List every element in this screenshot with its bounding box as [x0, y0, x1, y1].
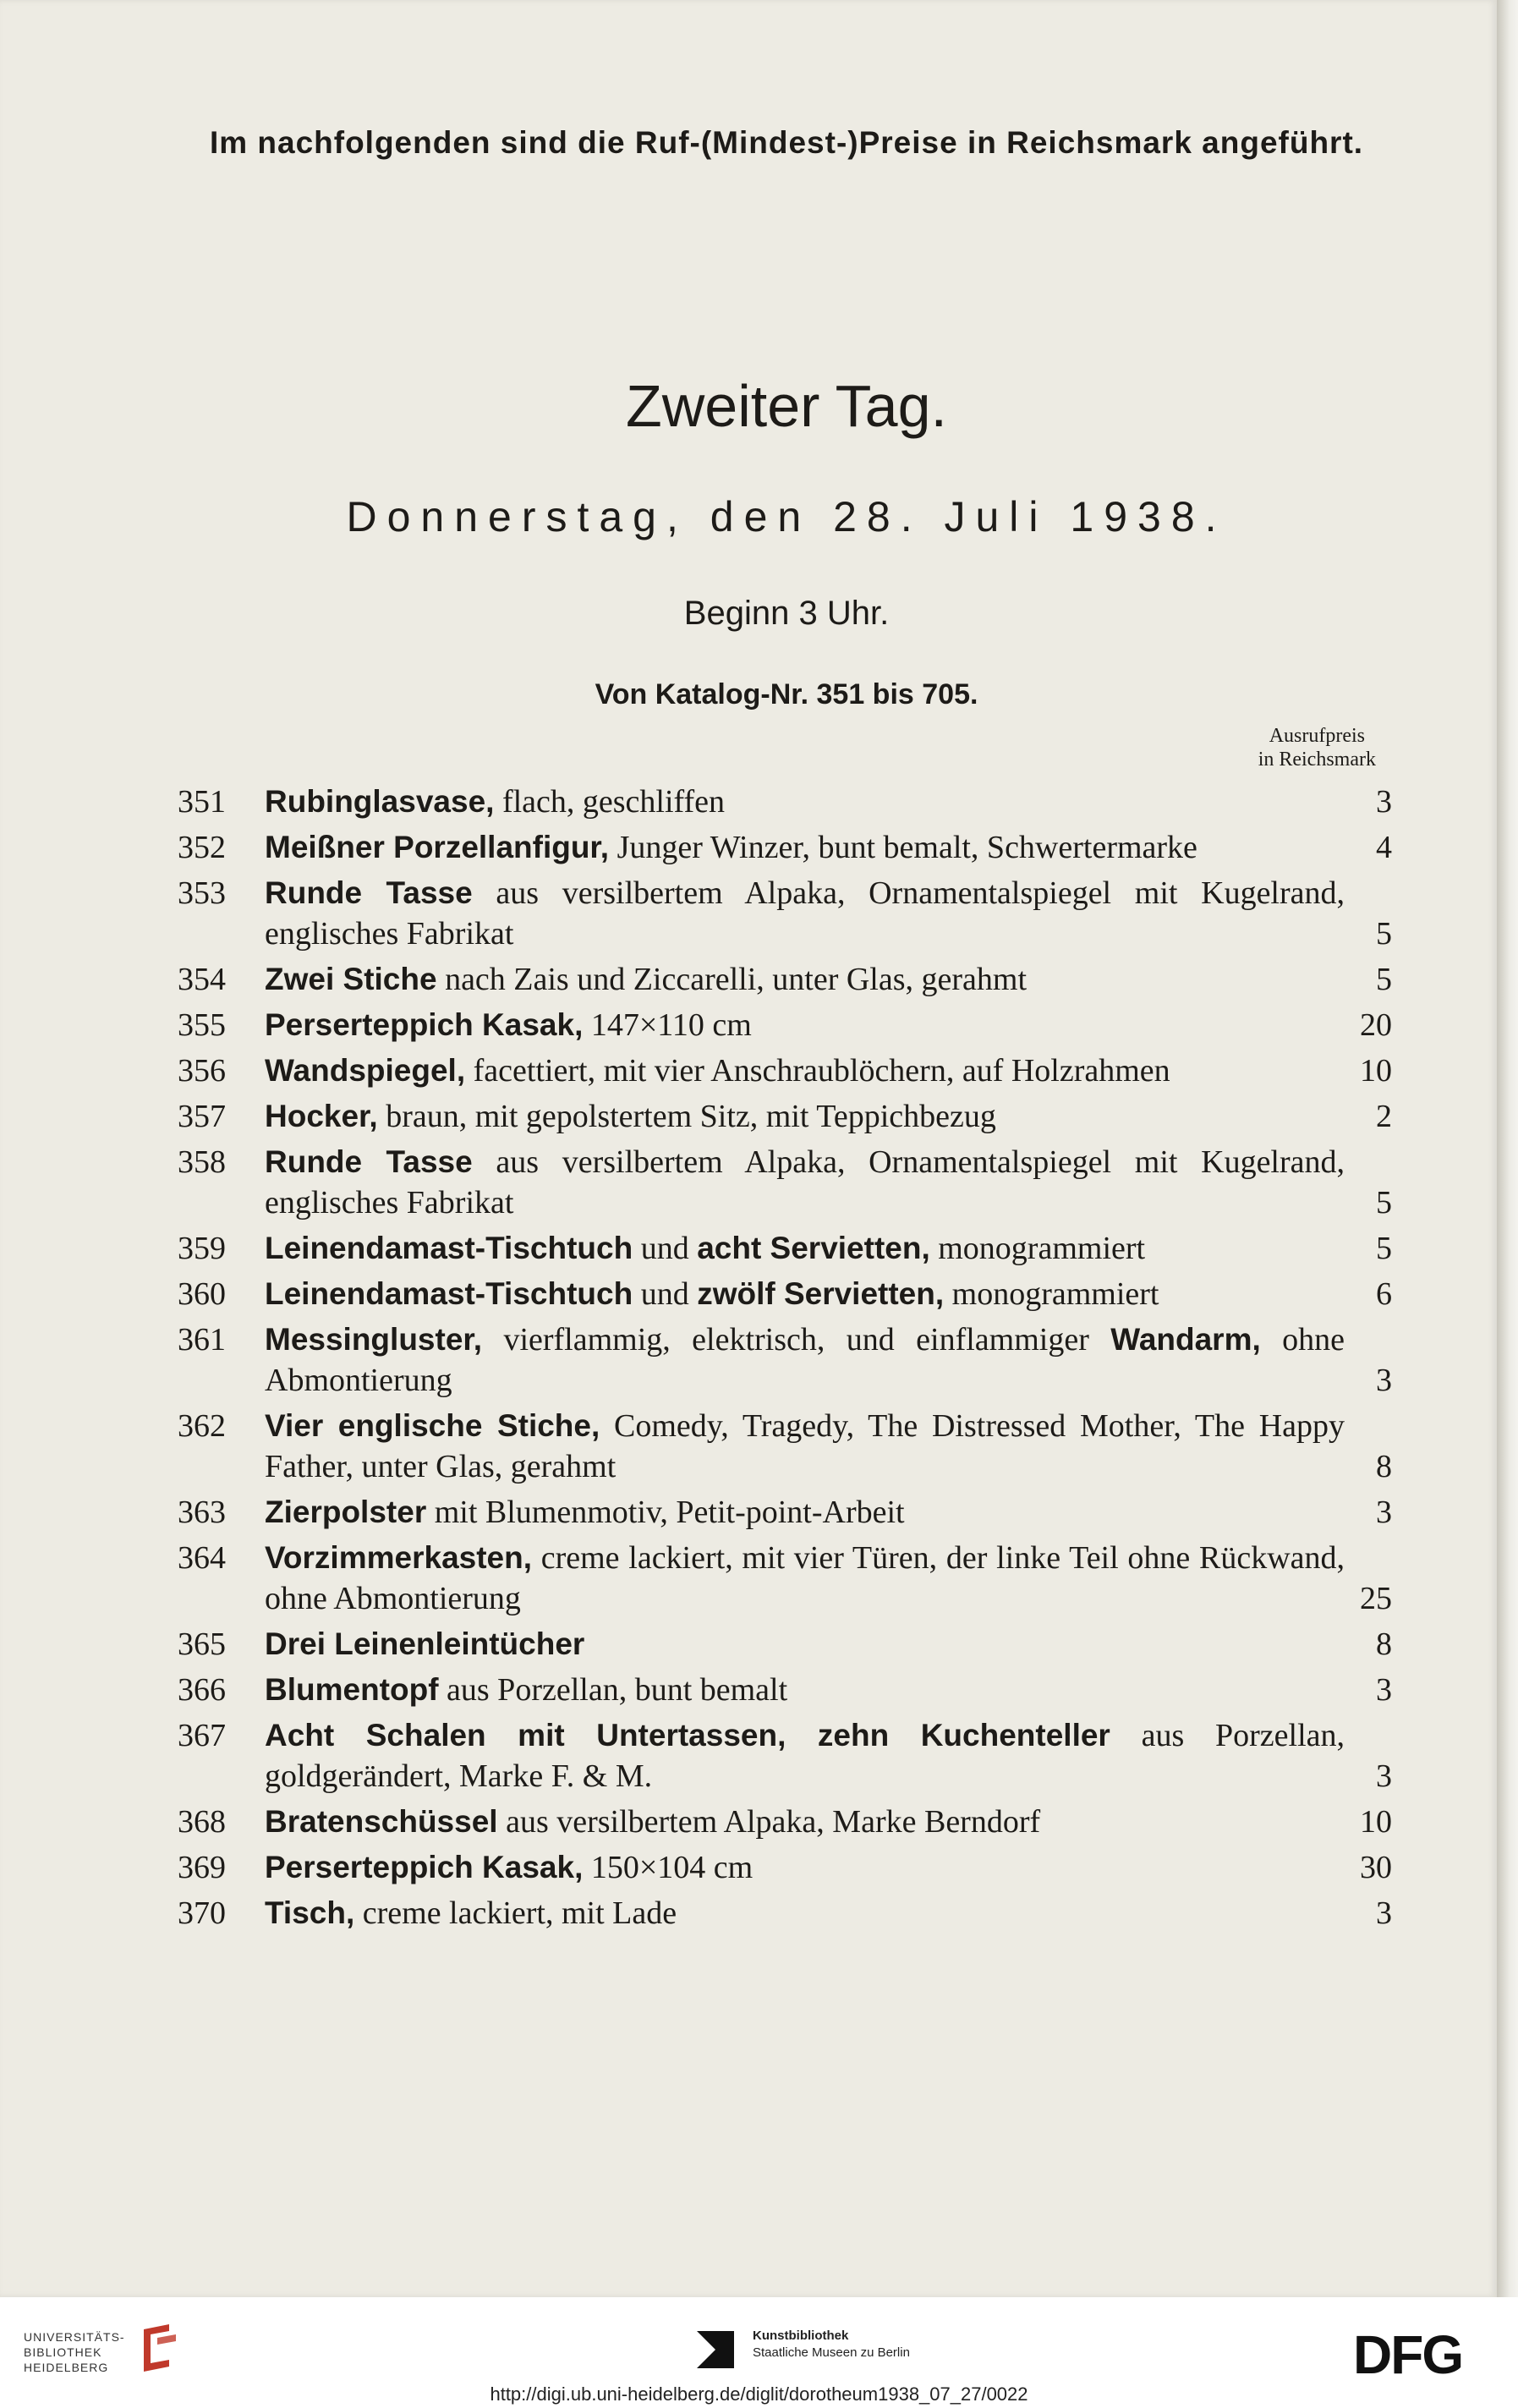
lot-detail: vierflammig, elektrisch, und einflammiger: [503, 1322, 1089, 1358]
lot-row: [0, 827, 1497, 868]
uni-library-label: [24, 2329, 125, 2375]
lot-price: 5: [1376, 916, 1392, 952]
price-notice: Im nachfolgenden sind die Ruf-(Mindest-)Preise in Reichsmark angeführt.: [209, 125, 1364, 160]
lot-title: Drei Leinenleintücher: [265, 1626, 585, 1661]
lot-detail: monogrammiert: [951, 1276, 1159, 1312]
lot-number: 362: [178, 1408, 226, 1444]
footer-bar: [0, 2297, 1518, 2408]
lot-row: [0, 1096, 1497, 1137]
lot-detail: nach Zais und Ziccarelli, unter Glas, gerahmt: [445, 962, 1028, 997]
lot-number: 352: [178, 830, 226, 865]
lot-row: [0, 1492, 1497, 1533]
kunstbibliothek-sub: Staatliche Museen zu Berlin: [753, 2345, 910, 2360]
lot-title: Perserteppich Kasak,: [265, 1850, 584, 1884]
lot-number: 360: [178, 1276, 226, 1312]
lot-number: 356: [178, 1053, 226, 1089]
lot-number: 355: [178, 1007, 226, 1043]
lot-title: Rubinglasvase,: [265, 784, 495, 819]
lot-detail: aus Porzellan, goldgerändert, Marke F. & M.: [265, 1718, 1345, 1794]
lot-description: [265, 1319, 1345, 1401]
lot-title: Leinendamast-Tischtuch: [265, 1276, 633, 1311]
lot-description: [265, 827, 1345, 868]
lot-price: 30: [1360, 1850, 1392, 1885]
kunstbibliothek-logo-icon: [693, 2326, 737, 2373]
lot-price: 5: [1376, 962, 1392, 997]
lot-detail: monogrammiert: [938, 1231, 1146, 1266]
lot-number: 370: [178, 1895, 226, 1931]
uni-line-1: UNIVERSITÄTS-: [24, 2330, 125, 2344]
lot-number: 357: [178, 1099, 226, 1134]
lot-title: Vier englische Stiche,: [265, 1408, 600, 1443]
lot-title: Wandspiegel,: [265, 1053, 466, 1088]
lot-description: [265, 1406, 1345, 1487]
lot-row: [0, 1538, 1497, 1619]
lot-detail: facettiert, mit vier Anschraublöchern, auf Holzrahmen: [473, 1053, 1170, 1089]
lot-title: Blumentopf: [265, 1672, 439, 1707]
lot-title: Tisch,: [265, 1895, 355, 1930]
source-url[interactable]: http://digi.ub.uni-heidelberg.de/diglit/dorotheum1938_07_27/0022: [490, 2383, 1028, 2405]
lot-title: Bratenschüssel: [265, 1804, 498, 1839]
lot-description: [265, 959, 1345, 1000]
lot-number: 365: [178, 1626, 226, 1662]
lot-number: 353: [178, 875, 226, 911]
lot-row: [0, 959, 1497, 1000]
start-time: Beginn 3 Uhr.: [683, 595, 890, 632]
kunstbibliothek-name: Kunstbibliothek: [753, 2328, 849, 2343]
lot-detail: creme lackiert, mit Lade: [362, 1895, 677, 1931]
lot-title: Runde Tasse: [265, 875, 473, 910]
dfg-logo: DFG: [1353, 2324, 1463, 2385]
lot-title: Wandarm,: [1110, 1322, 1261, 1357]
price-column-header-line1: Ausrufpreis: [1269, 725, 1365, 747]
uni-line-3: HEIDELBERG: [24, 2361, 109, 2374]
lot-description: [265, 1274, 1345, 1314]
day-title: Zweiter Tag.: [626, 373, 947, 439]
lot-price: 10: [1360, 1053, 1392, 1089]
lot-price: 8: [1376, 1449, 1392, 1484]
lot-title: Zierpolster: [265, 1495, 427, 1529]
lot-number: 363: [178, 1495, 226, 1530]
lot-description: [265, 1847, 1345, 1888]
lot-price: 20: [1360, 1007, 1392, 1043]
lot-price: 6: [1376, 1276, 1392, 1312]
price-column-header: [1258, 724, 1376, 771]
lot-detail: aus Porzellan, bunt bemalt: [447, 1672, 788, 1708]
page-edge: [1497, 0, 1518, 2297]
lot-description: [265, 1624, 1345, 1665]
lot-description: [265, 782, 1345, 822]
lot-title: Vorzimmerkasten,: [265, 1540, 532, 1575]
lot-title: zwölf Servietten,: [697, 1276, 945, 1311]
lot-description: [265, 1050, 1345, 1091]
lot-price: 10: [1360, 1804, 1392, 1840]
lot-price: 3: [1376, 1495, 1392, 1530]
lot-price: 3: [1376, 1363, 1392, 1398]
lot-detail: aus versilbertem Alpaka, Ornamentalspiegel mit Kugelrand, englisches Fabrikat: [265, 875, 1345, 952]
lot-detail: aus versilbertem Alpaka, Ornamentalspiegel mit Kugelrand, englisches Fabrikat: [265, 1144, 1345, 1220]
lot-title: Perserteppich Kasak,: [265, 1007, 584, 1042]
lot-number: 364: [178, 1540, 226, 1576]
lot-number: 351: [178, 784, 226, 820]
lot-price: 4: [1376, 830, 1392, 865]
kunstbibliothek-label: [753, 2328, 910, 2361]
lot-description: [265, 1228, 1345, 1269]
uni-logo-icon: [135, 2323, 183, 2373]
lot-row: [0, 1893, 1497, 1934]
lot-number: 358: [178, 1144, 226, 1180]
lot-price: 5: [1376, 1185, 1392, 1220]
lot-row: [0, 1319, 1497, 1401]
lot-detail: braun, mit gepolstertem Sitz, mit Teppichbezug: [386, 1099, 996, 1134]
lot-title: acht Servietten,: [697, 1231, 930, 1265]
lot-row: [0, 1142, 1497, 1223]
lot-price: 5: [1376, 1231, 1392, 1266]
lot-title: Leinendamast-Tischtuch: [265, 1231, 633, 1265]
lot-detail: creme lackiert, mit vier Türen, der linke Teil ohne Rückwand, ohne Abmontierung: [265, 1540, 1345, 1616]
lot-detail: mit Blumenmotiv, Petit-point-Arbeit: [434, 1495, 905, 1530]
lot-row: [0, 1847, 1497, 1888]
lot-row: [0, 1274, 1497, 1314]
lot-price: 3: [1376, 1758, 1392, 1794]
lot-row: [0, 1050, 1497, 1091]
uni-line-2: BIBLIOTHEK: [24, 2345, 102, 2359]
lot-description: [265, 1715, 1345, 1796]
lot-description: [265, 1670, 1345, 1710]
lot-row: [0, 1624, 1497, 1665]
lot-title: Runde Tasse: [265, 1144, 473, 1179]
lot-title: Zwei Stiche: [265, 962, 437, 996]
lot-row: [0, 873, 1497, 954]
lot-row: [0, 1406, 1497, 1487]
lot-number: 359: [178, 1231, 226, 1266]
lot-description: [265, 1096, 1345, 1137]
catalog-range: Von Katalog-Nr. 351 bis 705.: [595, 678, 978, 710]
lot-row: [0, 1005, 1497, 1045]
lot-row: [0, 1715, 1497, 1796]
lot-description: [265, 1005, 1345, 1045]
lot-number: 369: [178, 1850, 226, 1885]
lot-price: 25: [1360, 1581, 1392, 1616]
lot-detail: 150×104 cm: [590, 1850, 754, 1885]
lot-list: [0, 782, 1497, 1939]
lot-price: 3: [1376, 1672, 1392, 1708]
lot-row: [0, 1802, 1497, 1842]
lot-detail: 147×110 cm: [590, 1007, 752, 1043]
lot-description: [265, 1893, 1345, 1934]
lot-detail: Junger Winzer, bunt bemalt, Schwertermarke: [617, 830, 1197, 865]
lot-number: 361: [178, 1322, 226, 1358]
lot-description: [265, 1142, 1345, 1223]
lot-detail: aus versilbertem Alpaka, Marke Berndorf: [506, 1804, 1041, 1840]
lot-number: 354: [178, 962, 226, 997]
lot-row: [0, 1228, 1497, 1269]
lot-detail: und: [640, 1231, 689, 1266]
lot-title: Hocker,: [265, 1099, 378, 1133]
lot-description: [265, 873, 1345, 954]
lot-description: [265, 1538, 1345, 1619]
lot-row: [0, 782, 1497, 822]
lot-price: 3: [1376, 1895, 1392, 1931]
lot-title: Meißner Porzellanfigur,: [265, 830, 610, 864]
lot-detail: ohne Abmontierung: [265, 1322, 1345, 1398]
lot-detail: Comedy, Tragedy, The Distressed Mother, The Happy Father, unter Glas, gerahmt: [265, 1408, 1345, 1484]
lot-number: 366: [178, 1672, 226, 1708]
lot-description: [265, 1802, 1345, 1842]
lot-price: 3: [1376, 784, 1392, 820]
lot-detail: flach, geschliffen: [501, 784, 726, 820]
lot-title: Messingluster,: [265, 1322, 483, 1357]
lot-price: 8: [1376, 1626, 1392, 1662]
lot-detail: und: [640, 1276, 689, 1312]
lot-number: 367: [178, 1718, 226, 1753]
lot-number: 368: [178, 1804, 226, 1840]
lot-row: [0, 1670, 1497, 1710]
auction-date: Donnerstag, den 28. Juli 1938.: [346, 493, 1227, 540]
price-column-header-line2: in Reichsmark: [1258, 749, 1376, 771]
lot-title: Acht Schalen mit Untertassen, zehn Kuchenteller: [265, 1718, 1110, 1753]
lot-description: [265, 1492, 1345, 1533]
lot-price: 2: [1376, 1099, 1392, 1134]
